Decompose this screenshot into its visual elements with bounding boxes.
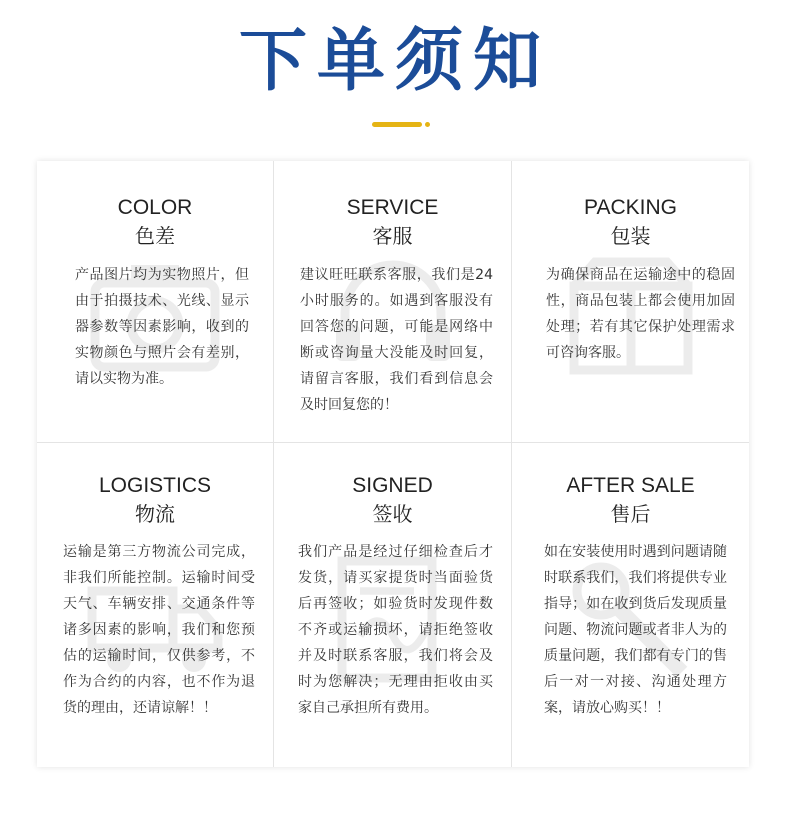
card-after-sale xyxy=(512,443,749,767)
card-body: 为确保商品在运输途中的稳固性，商品包装上都会使用加固处理；若有其它保护处理需求可咨询客服。 xyxy=(546,267,735,361)
card-logistics xyxy=(37,443,274,767)
card-title-en: AFTER SALE xyxy=(566,474,695,497)
card-title-en: LOGISTICS xyxy=(98,474,212,497)
card-title-cn: 签收 xyxy=(372,502,413,526)
title-underline-dot xyxy=(425,122,430,127)
notice-grid xyxy=(37,161,749,767)
card-signed xyxy=(274,443,512,767)
card-title-cn: 物流 xyxy=(135,502,175,526)
card-body: 如在安装使用时遇到问题请随时联系我们，我们将提供专业指导；如在收到货后发现质量问题、物流问题或者非人为的质量问题，我们都有专门的售后一对一对接、沟通处理方案，请放心购买！！ xyxy=(544,544,727,716)
card-packing xyxy=(512,161,749,443)
card-title-cn: 包装 xyxy=(610,224,651,248)
card-title-cn: 色差 xyxy=(135,224,175,248)
card-title-en: PACKING xyxy=(584,196,677,219)
card-title-en: COLOR xyxy=(117,196,193,219)
card-title-cn: 售后 xyxy=(610,502,651,526)
card-color xyxy=(37,161,274,443)
card-body: 产品图片均为实物照片，但由于拍摄技术、光线、显示器参数等因素影响，收到的实物颜色与照片会有差别，请以实物为准。 xyxy=(75,267,249,387)
page-title: 下单须知 xyxy=(238,22,551,101)
card-body: 我们产品是经过仔细检查后才发货，请买家提货时当面验货后再签收；如验货时发现件数不齐或运输损坏，请拒绝签收并及时联系客服，我们将会及时为您解决；无理由拒收由买家自己承担所有费用。 xyxy=(298,544,493,716)
card-body: 建议旺旺联系客服，我们是24小时服务的。如遇到客服没有回答您的问题，可能是网络中断或咨询量大没能及时回复，请留言客服，我们看到信息会及时回复您的！ xyxy=(300,267,493,413)
card-title-cn: 客服 xyxy=(372,224,413,248)
card-body: 运输是第三方物流公司完成，非我们所能控制。运输时间受天气、车辆安排、交通条件等诸多因素的影响，我们和您预估的运输时间，仅供参考，不作为合约的内容，也不作为退货的理由，还请谅解！！ xyxy=(63,544,255,716)
card-service xyxy=(274,161,512,443)
card-title-en: SERVICE xyxy=(346,196,439,219)
title-underline xyxy=(372,122,422,127)
card-title-en: SIGNED xyxy=(352,474,433,497)
